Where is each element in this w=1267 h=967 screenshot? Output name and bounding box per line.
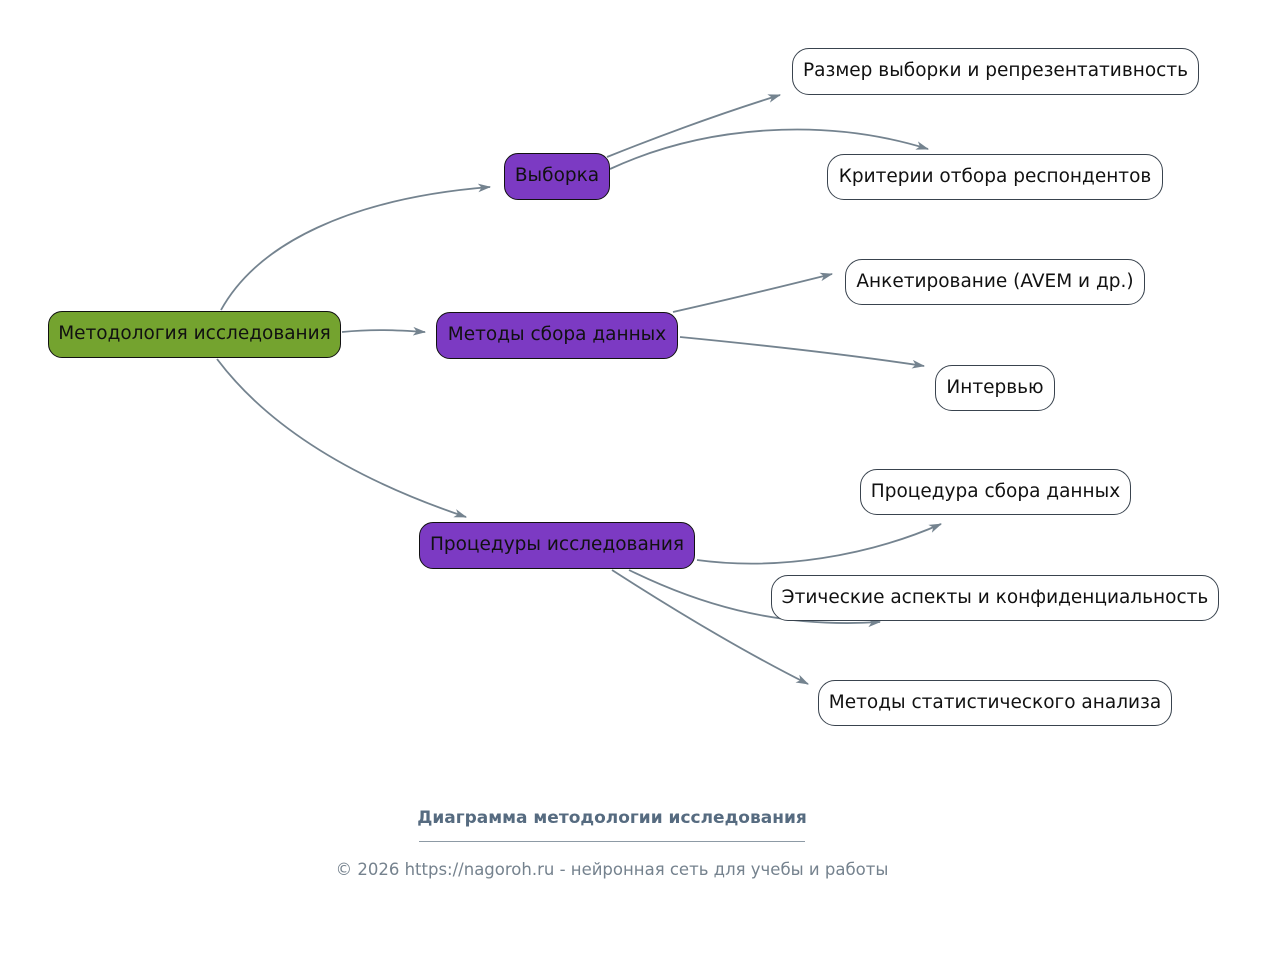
edge-sampling-sample-size [607, 95, 780, 157]
edge-methods-questionnaire [673, 274, 832, 312]
node-sampling: Выборка [504, 153, 610, 200]
node-research-procedures: Процедуры исследования [419, 522, 695, 569]
node-data-collection-methods: Методы сбора данных [436, 312, 678, 359]
edge-methods-interview [680, 337, 924, 366]
footer-title: Диаграмма методологии исследования [417, 808, 807, 828]
node-methodology-root: Методология исследования [48, 311, 341, 358]
footer-divider [419, 841, 805, 842]
edge-root-sampling [221, 187, 490, 310]
node-respondent-selection-criteria: Критерии отбора респондентов [827, 154, 1163, 200]
node-ethics-confidentiality: Этические аспекты и конфиденциальность [771, 575, 1219, 621]
node-data-collection-procedure: Процедура сбора данных [860, 469, 1131, 515]
footer [0, 808, 1224, 879]
node-statistical-analysis-methods: Методы статистического анализа [818, 680, 1172, 726]
edge-procedures-data-collection-procedure [697, 524, 941, 564]
node-interview: Интервью [935, 365, 1055, 411]
node-sample-size-representativeness: Размер выборки и репрезентативность [792, 48, 1199, 95]
edge-root-research-procedures [217, 359, 466, 517]
footer-copyright: © 2026 https://nagoroh.ru - нейронная сеть для учебы и работы [335, 860, 889, 879]
node-questionnaire-avem: Анкетирование (AVEM и др.) [845, 259, 1145, 305]
edge-root-data-collection-methods [342, 330, 425, 332]
